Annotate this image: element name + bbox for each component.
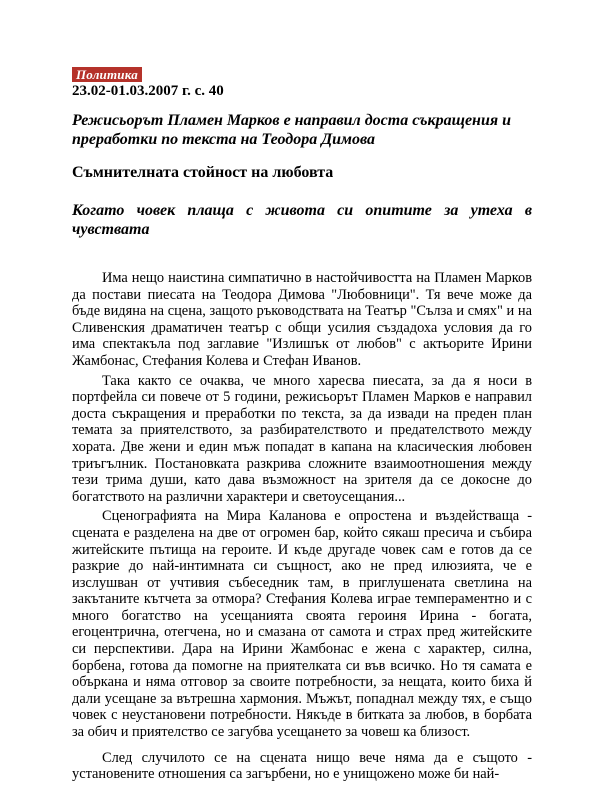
- body-paragraph: След случилото се на сцената нищо вече няма да е същото - установените отношения са загърбени, но е унищожено може би най-: [72, 749, 532, 783]
- article-subtitle: Режисьорът Пламен Марков е направил доста съкращения и преработки по текста на Теодора Димова: [72, 112, 511, 148]
- publication-date: 23.02-01.03.2007 г. с. 40: [72, 83, 224, 99]
- article-lead: Когато човек плаща с живота си опитите за утеха в чувствата: [72, 202, 532, 238]
- body-paragraph: Има нещо наистина симпатично в настойчивостта на Пламен Марков да постави пиесата на Теодора Димова "Любовници". Тя вече може да бъде видяна на сцена, защото ръководствата на Театър "Сълза и смях" и на Сливенския драматичен театър с общи усилия създадоха условия да го има спектакъла под заглавие "Излишък от любов" с актьорите Ирини Жамбонас, Стефания Колева и Стефан Иванов.: [72, 270, 532, 369]
- newspaper-logo: Политика: [72, 67, 142, 82]
- body-paragraph: Така както се очаква, че много харесва пиесата, за да я носи в портфейла си повече от 5 години, режисьорът Пламен Марков е направил доста съкращения и преработки по текста, за да извади на преден план темата за приятелството, за разбирателството и предателството между хората. Две жени и един мъж попадат в капана на класическия любовен триъгълник. Постановката разкрива сложните взаимоотношения между тези трима души, като дава възможност на зрителя да се докосне до богатството на различни характери и светоусещания...: [72, 372, 532, 505]
- article-headline: Съмнителната стойност на любовта: [72, 164, 334, 181]
- body-paragraph: Сценографията на Мира Каланова е опростена и въздействаща - сцената е разделена на две от огромен бар, който сякаш пресича и събира житейските пътища на героите. И къде другаде човек сам е готов да се разкрие до най-интимната си същност, ако не пред илюзията, че е изслушван от учтивия събеседник там, в приглушената светлина на закътаните кътчета за отмора? Стефания Колева играе темпераментно и с много богатство на усещанията своята героиня Ирина - богата, егоцентрична, отегчена, но и смазана от самота и страх пред житейските си перспективи. Дара на Ирини Жамбонас е жена с характер, силна, борбена, готова да помогне на приятелката си във всичко. Но тя самата е объркана и няма отговор за своите потребности, за нещата, които биха й дали усещане за вътрешна хармония. Мъжът, попаднал между тях, е също човек с неустановени потребности. Някъде в битката за любов, в борбата за обич и приятелство се загубва усещането за човеш ка близост.: [72, 508, 532, 741]
- article-body: [72, 270, 532, 783]
